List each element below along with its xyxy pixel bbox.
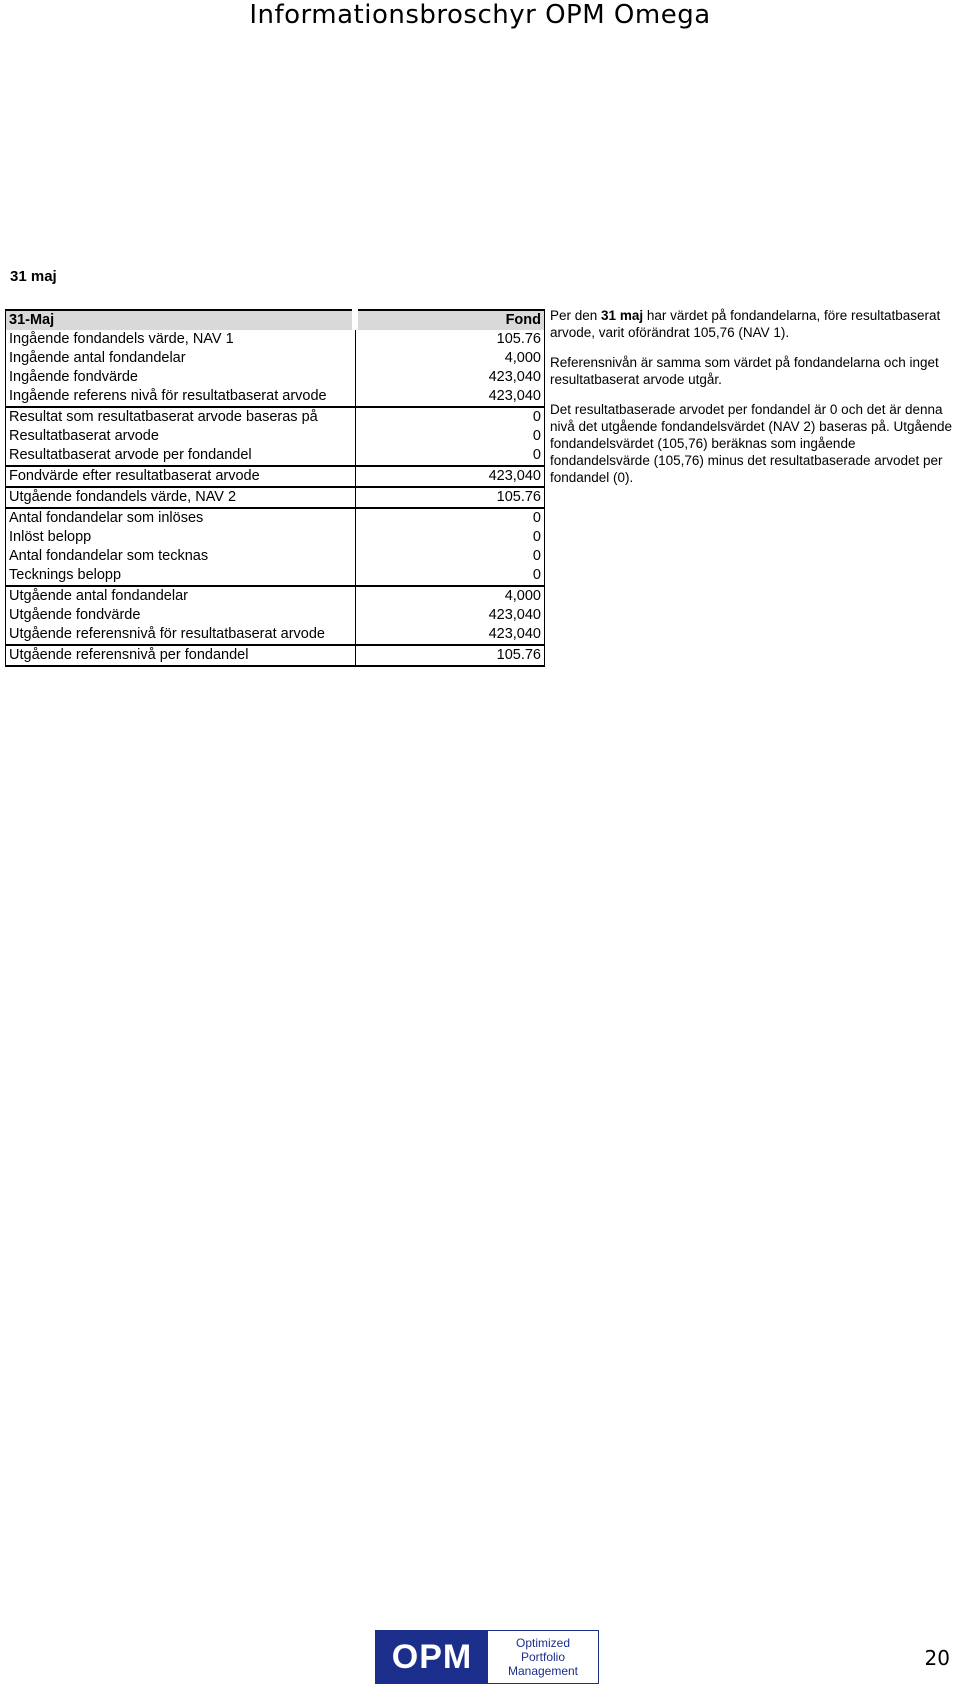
table-row (6, 427, 545, 446)
table-row (6, 407, 545, 427)
table-row (6, 566, 545, 586)
row-label: Antal fondandelar som tecknas (6, 547, 356, 566)
table-row (6, 466, 545, 487)
header-label: 31-Maj (6, 310, 356, 330)
note-paragraph-1 (550, 307, 955, 341)
table-row (6, 446, 545, 466)
row-value: 0 (355, 427, 545, 446)
row-label: Utgående referensnivå för resultatbaserat arvode (6, 625, 356, 645)
row-value: 423,040 (355, 368, 545, 387)
table-row (6, 368, 545, 387)
opm-logo (375, 1630, 599, 1684)
row-value: 0 (355, 508, 545, 528)
table-row (6, 528, 545, 547)
header-value: Fond (355, 310, 545, 330)
row-value: 423,040 (355, 606, 545, 625)
logo-line-3: Management (507, 1664, 579, 1678)
row-label: Utgående referensnivå per fondandel (6, 645, 356, 666)
row-label: Utgående fondandels värde, NAV 2 (6, 487, 356, 508)
table-row (6, 387, 545, 407)
table-row (6, 349, 545, 368)
note-paragraph-3: Det resultatbaserade arvodet per fondandel är 0 och det är denna nivå det utgående fondandelsvärdet (NAV 2) baseras på. Utgående fondandelsvärdet (105,76) beräknas som ingående fondandelsvärde (105,76) minus det resultatbaserade arvodet per fondandel (0). (550, 402, 953, 485)
note-1-date: 31 maj (601, 308, 644, 323)
table-row (6, 625, 545, 645)
row-label: Ingående referens nivå för resultatbaserat arvode (6, 387, 356, 407)
table-header-row (6, 310, 545, 330)
row-value: 0 (355, 566, 545, 586)
row-value: 105.76 (355, 645, 545, 666)
row-label: Ingående antal fondandelar (6, 349, 356, 368)
row-label: Inlöst belopp (6, 528, 356, 547)
row-value: 423,040 (355, 625, 545, 645)
row-label: Fondvärde efter resultatbaserat arvode (6, 466, 356, 487)
row-label: Resultatbaserat arvode (6, 427, 356, 446)
row-label: Ingående fondvärde (6, 368, 356, 387)
row-label: Resultat som resultatbaserat arvode baseras på (6, 407, 356, 427)
row-value: 105.76 (355, 487, 545, 508)
row-value: 0 (355, 407, 545, 427)
row-label: Utgående antal fondandelar (6, 586, 356, 606)
row-value: 423,040 (355, 466, 545, 487)
row-label: Resultatbaserat arvode per fondandel (6, 446, 356, 466)
table-row (6, 330, 545, 349)
row-value: 0 (355, 446, 545, 466)
note-1-suffix: har värdet på fondandelarna, före resultatbaserat arvode, varit oförändrat 105,76 (NAV 1). (550, 308, 941, 340)
row-label: Tecknings belopp (6, 566, 356, 586)
logo-line-2: Portfolio (520, 1650, 566, 1664)
document-title: Informationsbroschyr OPM Omega (249, 0, 711, 30)
row-value: 423,040 (355, 387, 545, 407)
table-row (6, 606, 545, 625)
table-row (6, 487, 545, 508)
explanation-notes (550, 307, 955, 499)
page-number: 20 (924, 1646, 950, 1670)
note-1-prefix: Per den (550, 308, 602, 323)
logo-text (488, 1631, 598, 1683)
section-heading: 31 maj (10, 268, 57, 285)
row-value: 105.76 (355, 330, 545, 349)
table-row (6, 645, 545, 666)
row-value: 4,000 (355, 586, 545, 606)
row-label: Utgående fondvärde (6, 606, 356, 625)
fund-table (5, 309, 545, 667)
logo-line-1: Optimized (515, 1636, 571, 1650)
row-value: 0 (355, 528, 545, 547)
note-paragraph-2: Referensnivån är samma som värdet på fondandelarna och inget resultatbaserat arvode utgår. (550, 355, 939, 387)
table-row (6, 508, 545, 528)
logo-mark: OPM (376, 1631, 488, 1683)
row-value: 0 (355, 547, 545, 566)
row-label: Ingående fondandels värde, NAV 1 (6, 330, 356, 349)
table-row (6, 586, 545, 606)
row-label: Antal fondandelar som inlöses (6, 508, 356, 528)
row-value: 4,000 (355, 349, 545, 368)
table-row (6, 547, 545, 566)
